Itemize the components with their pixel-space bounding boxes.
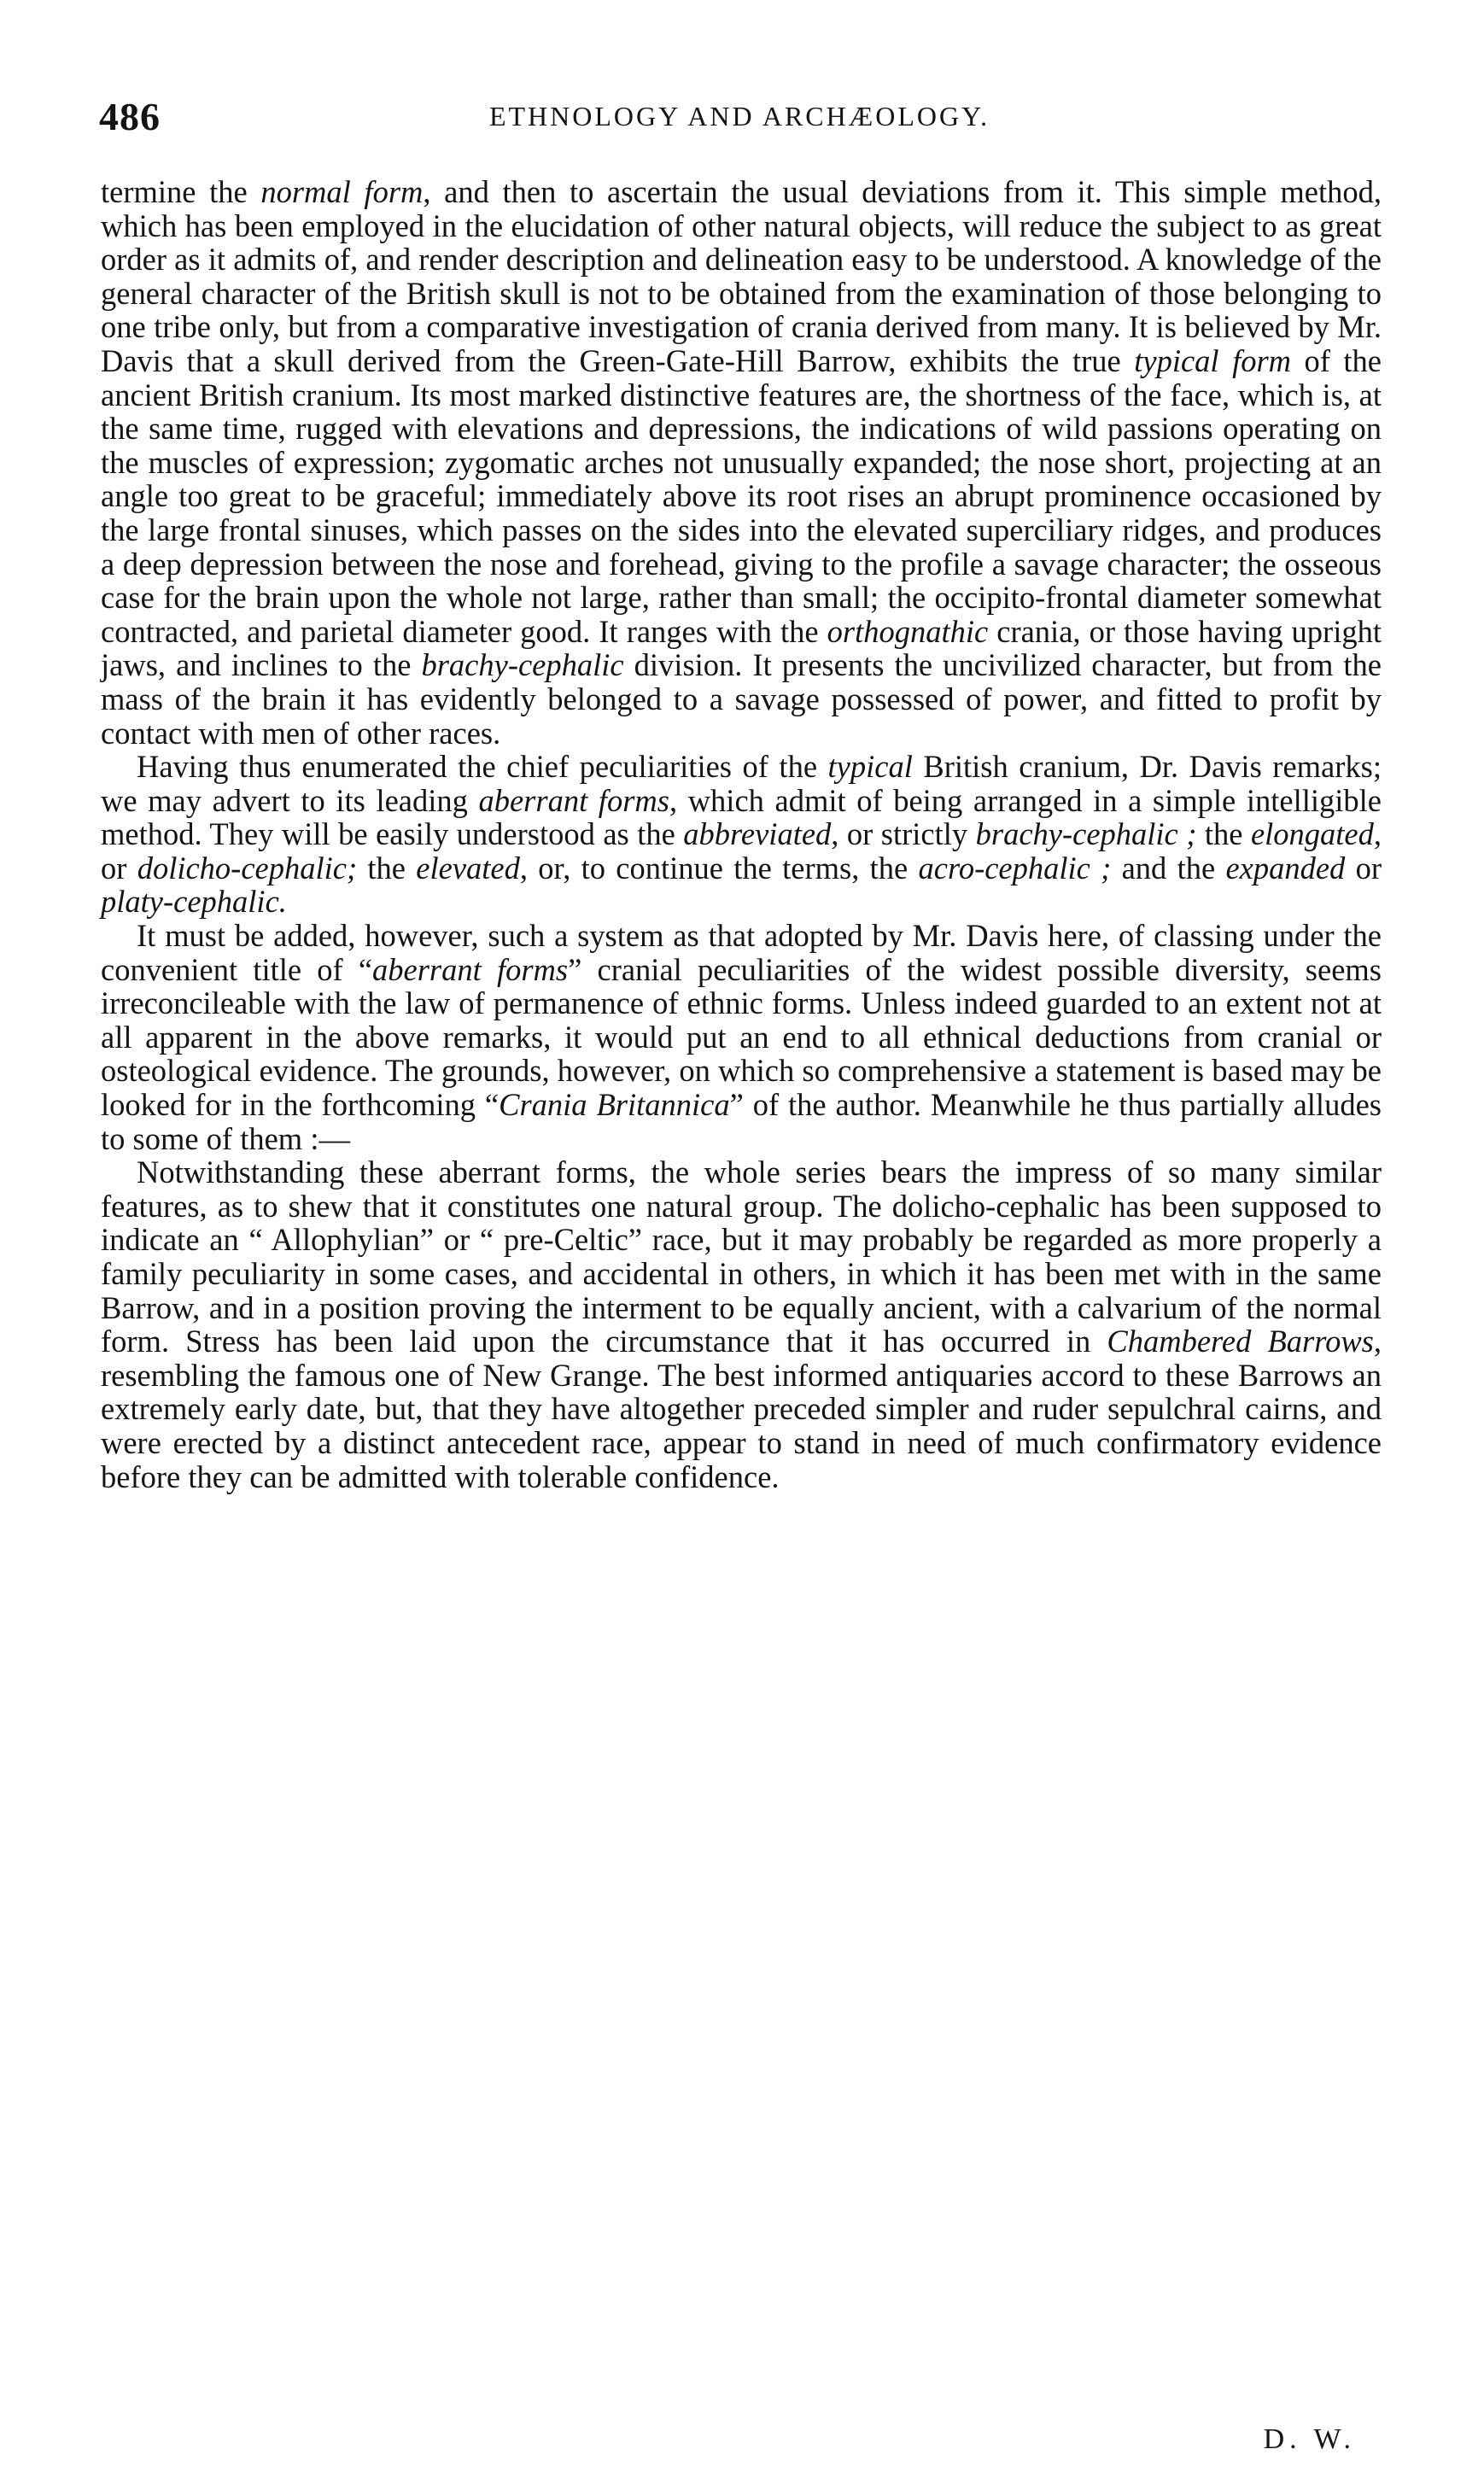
italic-text-run: expanded [1225, 850, 1346, 886]
paragraph-4 [101, 1155, 1382, 1493]
author-signature: D. W. [1263, 2423, 1356, 2455]
page-number: 486 [99, 95, 161, 138]
text-run: British cranium, Dr. Davis remarks; we may advert to its leading [101, 749, 1382, 818]
italic-text-run: Chambered Barrows [1107, 1324, 1374, 1359]
text-run: , or, to continue the terms, the [519, 850, 919, 886]
text-run: Having thus enumerated the chief peculiarities of the [137, 749, 828, 785]
italic-text-run: dolicho-cephalic; [137, 850, 358, 886]
italic-text-run: aberrant forms [372, 951, 569, 987]
page-header [99, 94, 1380, 137]
paragraph-3 [101, 919, 1382, 1155]
text-run: of the ancient British cranium. Its most marked distinctive features are, the shortness of the face, which is, at the same time, rugged with elevations and depressions, the indications of wild passions operating on the muscles of expression; zygomatic arches not unusually expanded; the nose short, projecting at an angle too great to be graceful; immediately above its root rises an abrupt prominence occasioned by the large frontal sinuses, which passes on the sides into the elevated superciliary ridges, and produces a deep depression between the nose and forehead, giving to the profile a savage character; the osseous case for the brain upon the whole not large, rather than small; the occipito-frontal diameter somewhat contracted, and parietal diameter good. It ranges with the [101, 342, 1382, 649]
text-run: , resembling the famous one of New Grange. The best informed antiquaries accord to these Barrows an extremely early date, but, that they have altogether preceded simpler and ruder sepulchral cairns, and were erected by a distinct antecedent race, appear to stand in need of much confirmatory evidence before they can be admitted with tolerable confidence. [101, 1324, 1382, 1494]
text-run: , and then to ascertain the usual deviations from it. This simple method, which has been employed in the elucidation of other natural objects, will reduce the subject to as great order as it admits of, and render description and delineation easy to be understood. A knowledge of the general character of the British skull is not to be obtained from the examination of those belonging to one tribe only, but from a comparative investigation of crania derived from many. It is believed by Mr. Davis that a skull derived from the Green-Gate-Hill Barrow, exhibits the true [101, 174, 1382, 378]
italic-text-run: Crania Britannica [499, 1087, 730, 1123]
text-run: , or strictly [831, 816, 976, 852]
italic-text-run: brachy-cephalic [421, 647, 624, 683]
text-run: termine the [101, 174, 261, 209]
body-text [101, 175, 1382, 1493]
text-run: , which admit of being arranged in a simple intelligible method. They will be easily understood as the [101, 782, 1382, 852]
text-run: or [1345, 850, 1382, 886]
text-run: the [357, 850, 417, 886]
paragraph-2 [101, 750, 1382, 919]
italic-text-run: acro-cephalic ; [918, 850, 1112, 886]
text-run: division. It presents the uncivilized character, but from the mass of the brain it has evidently belonged to a savage possessed of power, and fitted to profit by contact with men of other races. [101, 647, 1382, 751]
italic-text-run: orthognathic [827, 613, 989, 649]
running-title: ETHNOLOGY AND ARCHÆOLOGY. [488, 101, 990, 132]
italic-text-run: aberrant forms [478, 782, 669, 818]
text-run: It must be added, however, such a system as that adopted by Mr. Davis here, of classing under the convenient title of “ [101, 918, 1382, 987]
italic-text-run: normal form [260, 174, 424, 209]
text-run: the [1196, 816, 1251, 852]
paragraph-1 [101, 175, 1382, 750]
text-run: ” cranial peculiarities of the widest possible diversity, seems irreconcileable with the law of permanence of ethnic forms. Unless indeed guarded to an extent not at all apparent in the above remarks, it would put an end to all ethnical deductions from cranial or osteological evidence. The grounds, however, on which so comprehensive a statement is based may be looked for in the forthcoming “ [101, 951, 1382, 1123]
italic-text-run: elevated [416, 850, 520, 886]
text-run: Notwithstanding these aberrant forms, the whole series bears the impress of so many similar features, as to shew that it constitutes one natural group. The dolicho-cephalic has been supposed to indicate an “ Allophylian” or “ pre-Celtic” race, but it may probably be regarded as more properly a family peculiarity in some cases, and accidental in others, in which it has been met with in the same Barrow, and in a position proving the interment to be equally ancient, with a calvarium of the normal form. Stress has been laid upon the circumstance that it has occurred in [101, 1154, 1382, 1359]
text-run: and the [1111, 850, 1226, 886]
italic-text-run: platy-cephalic. [101, 884, 287, 920]
text-run: ” of the author. Meanwhile he thus partially alludes to some of them :— [101, 1087, 1382, 1156]
italic-text-run: typical form [1134, 342, 1292, 378]
text-run: crania, or those having upright jaws, and inclines to the [101, 613, 1382, 683]
italic-text-run: typical [827, 749, 913, 785]
italic-text-run: brachy-cephalic ; [975, 816, 1197, 852]
italic-text-run: elongated [1250, 816, 1374, 852]
text-run: , or [101, 816, 1382, 886]
italic-text-run: abbreviated [683, 816, 832, 852]
